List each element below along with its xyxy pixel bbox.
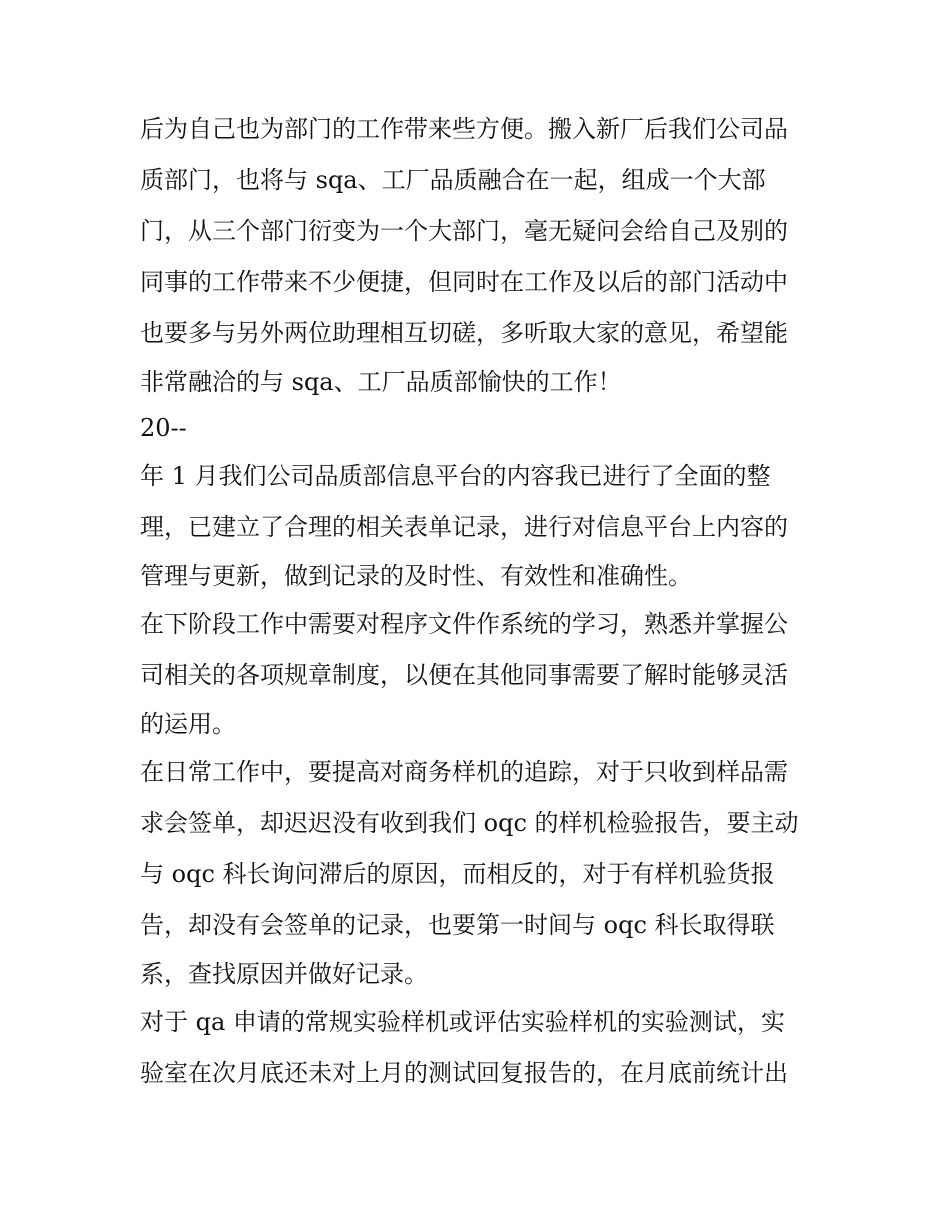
text-line-11: 在下阶段工作中需要对程序文件作系统的学习，熟悉并掌握公	[140, 610, 788, 638]
text-line-10: 管理与更新，做到记录的及时性、有效性和准确性。	[140, 562, 692, 590]
text-line-15: 求会签单，却迟迟没有收到我们 oqc 的样机检验报告，要主动	[140, 809, 799, 837]
text-line-9: 理，已建立了合理的相关表单记录，进行对信息平台上内容的	[140, 513, 788, 541]
text-line-19: 对于 qa 申请的常规实验样机或评估实验样机的实验测试，实	[140, 1008, 785, 1036]
text-line-20: 验室在次月底还未对上月的测试回复报告的，在月底前统计出	[140, 1059, 788, 1087]
text-line-16: 与 oqc 科长询问滞后的原因，而相反的，对于有样机验货报	[140, 860, 775, 888]
text-line-7: 20--	[140, 414, 187, 442]
text-line-12: 司相关的各项规章制度，以便在其他同事需要了解时能够灵活	[140, 661, 788, 689]
text-line-8: 年 1 月我们公司品质部信息平台的内容我已进行了全面的整	[140, 462, 771, 490]
text-line-3: 门，从三个部门衍变为一个大部门，毫无疑问会给自己及别的	[140, 217, 788, 245]
text-line-17: 告，却没有会签单的记录，也要第一时间与 oqc 科长取得联	[140, 911, 775, 939]
text-line-18: 系，查找原因并做好记录。	[140, 960, 428, 988]
text-line-13: 的运用。	[140, 710, 236, 738]
text-line-1: 后为自己也为部门的工作带来些方便。搬入新厂后我们公司品	[140, 115, 788, 143]
text-line-4: 同事的工作带来不少便捷，但同时在工作及以后的部门活动中	[140, 268, 788, 296]
document-body	[140, 104, 820, 1099]
text-line-6: 非常融洽的与 sqa、工厂品质部愉快的工作！	[140, 368, 622, 396]
text-line-14: 在日常工作中，要提高对商务样机的追踪，对于只收到样品需	[140, 758, 788, 786]
text-line-2: 质部门，也将与 sqa、工厂品质融合在一起，组成一个大部	[140, 166, 766, 194]
text-line-5: 也要多与另外两位助理相互切磋，多听取大家的意见，希望能	[140, 319, 788, 347]
